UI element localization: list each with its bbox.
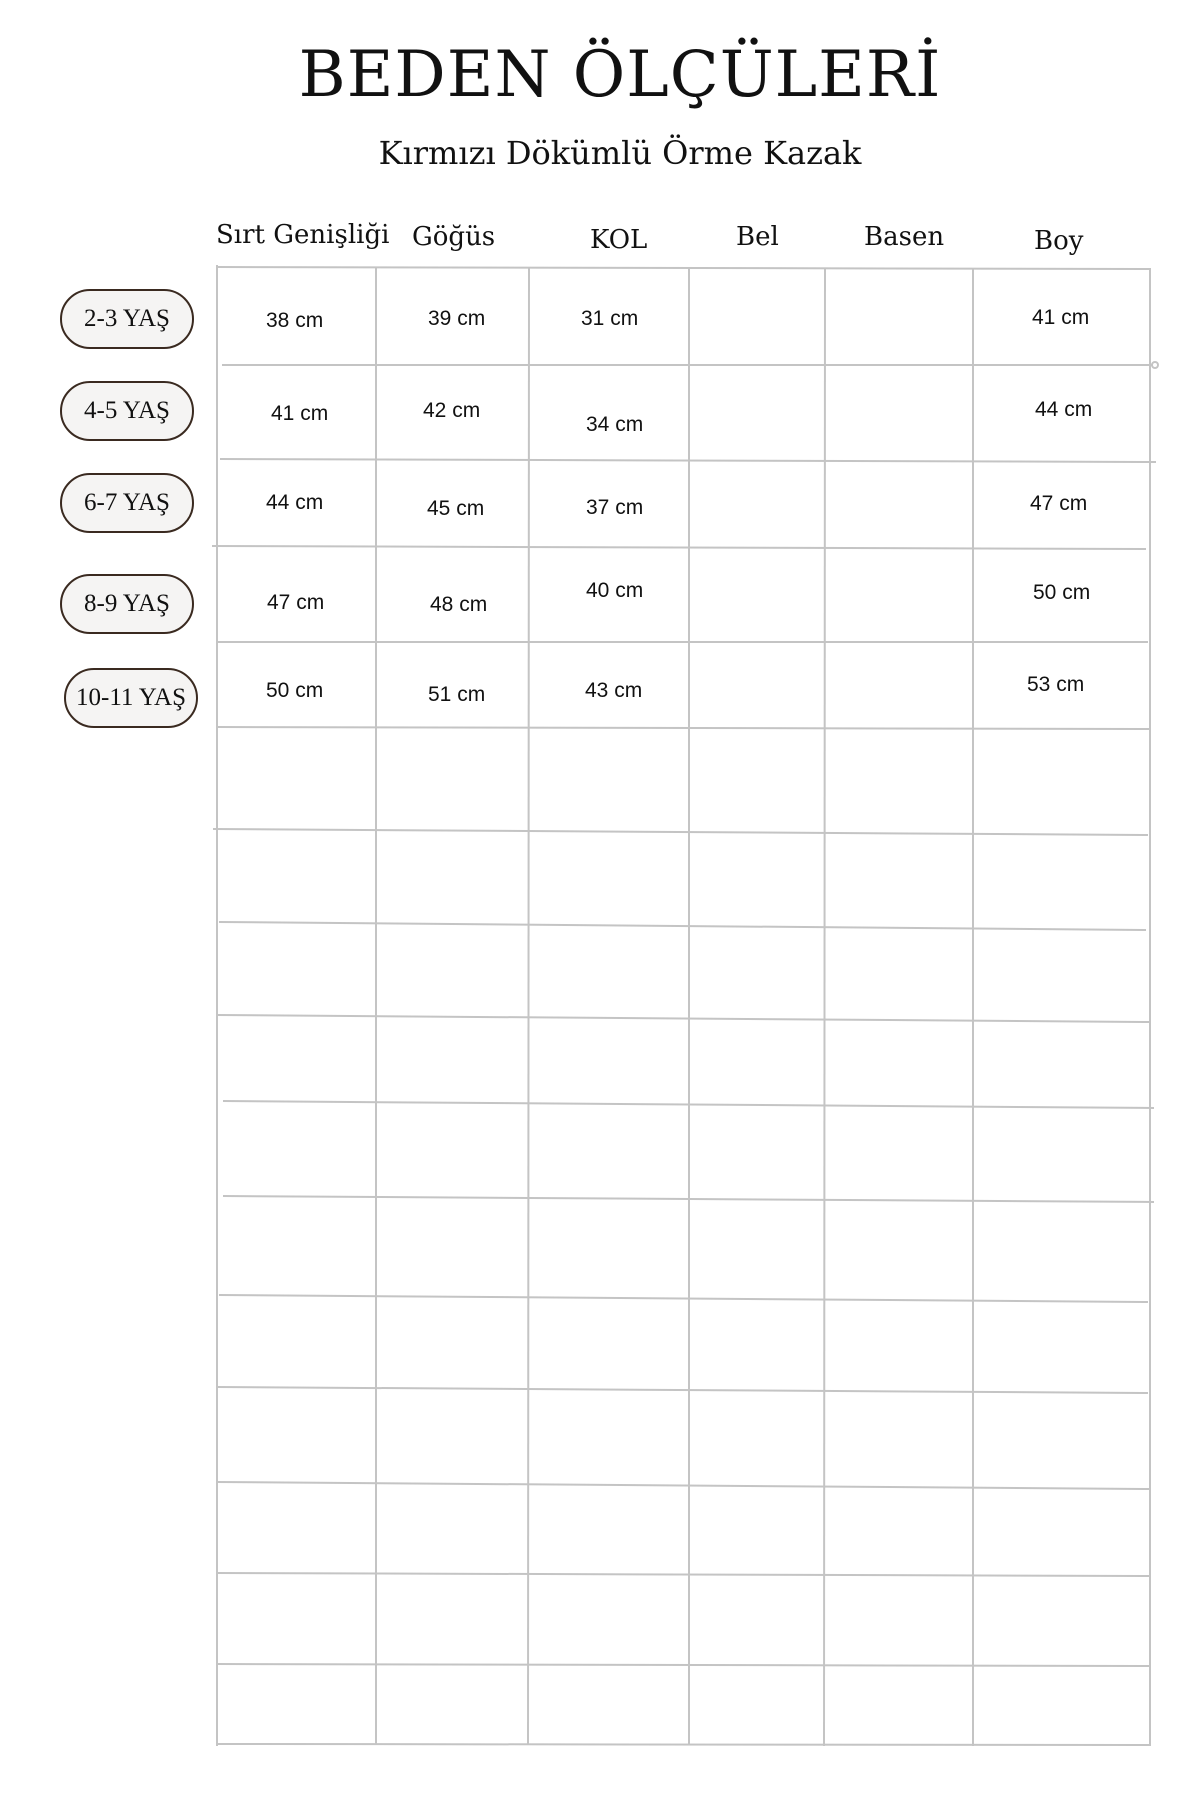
cell-sleeve: 31 cm bbox=[581, 307, 639, 330]
cell-chest: 45 cm bbox=[427, 497, 485, 520]
cell-back-width: 38 cm bbox=[266, 309, 324, 332]
grid-horizontal-line bbox=[217, 1015, 1150, 1022]
column-header-back-width: Sırt Genişliği bbox=[216, 220, 390, 250]
column-header-hip: Basen bbox=[864, 222, 945, 252]
cell-length: 47 cm bbox=[1030, 492, 1088, 515]
size-label-6-7: 6-7 YAŞ bbox=[60, 473, 194, 533]
grid-horizontal-line bbox=[217, 727, 1150, 729]
column-header-waist: Bel bbox=[736, 222, 779, 252]
size-label-2-3: 2-3 YAŞ bbox=[60, 289, 194, 349]
cell-length: 53 cm bbox=[1027, 673, 1085, 696]
size-label-10-11: 10-11 YAŞ bbox=[64, 668, 198, 728]
grid-horizontal-line bbox=[217, 1387, 1148, 1393]
grid-horizontal-line bbox=[213, 829, 1148, 835]
column-header-sleeve: KOL bbox=[590, 225, 648, 255]
cell-chest: 42 cm bbox=[423, 399, 481, 422]
column-header-chest: Göğüs bbox=[412, 222, 496, 252]
grid-horizontal-line bbox=[219, 1295, 1148, 1302]
cell-chest: 48 cm bbox=[430, 593, 488, 616]
cell-sleeve: 40 cm bbox=[586, 579, 644, 602]
cell-back-width: 47 cm bbox=[267, 591, 325, 614]
cell-chest: 39 cm bbox=[428, 307, 486, 330]
cell-back-width: 50 cm bbox=[266, 679, 324, 702]
grid-horizontal-line bbox=[212, 546, 1146, 549]
page-title: BEDEN ÖLÇÜLERİ bbox=[298, 38, 942, 112]
column-header-length: Boy bbox=[1034, 226, 1084, 256]
grid-horizontal-line bbox=[217, 1744, 1150, 1745]
grid-vertical-line bbox=[824, 268, 825, 1746]
cell-sleeve: 37 cm bbox=[586, 496, 644, 519]
cell-length: 44 cm bbox=[1035, 398, 1093, 421]
size-label-8-9: 8-9 YAŞ bbox=[60, 574, 194, 634]
grid-corner-handle bbox=[1152, 362, 1158, 368]
cell-back-width: 44 cm bbox=[266, 491, 324, 514]
cell-length: 41 cm bbox=[1032, 306, 1090, 329]
grid-horizontal-line bbox=[217, 1664, 1150, 1666]
grid-horizontal-line bbox=[217, 1482, 1150, 1489]
grid-horizontal-line bbox=[217, 267, 1150, 269]
grid-horizontal-line bbox=[219, 922, 1146, 930]
cell-back-width: 41 cm bbox=[271, 402, 329, 425]
cell-sleeve: 43 cm bbox=[585, 679, 643, 702]
cell-sleeve: 34 cm bbox=[586, 413, 644, 436]
size-label-4-5: 4-5 YAŞ bbox=[60, 381, 194, 441]
grid-horizontal-line bbox=[217, 1573, 1150, 1576]
cell-length: 50 cm bbox=[1033, 581, 1091, 604]
cell-chest: 51 cm bbox=[428, 683, 486, 706]
page-subtitle: Kırmızı Dökümlü Örme Kazak bbox=[378, 134, 862, 172]
grid-vertical-line bbox=[528, 268, 529, 1745]
